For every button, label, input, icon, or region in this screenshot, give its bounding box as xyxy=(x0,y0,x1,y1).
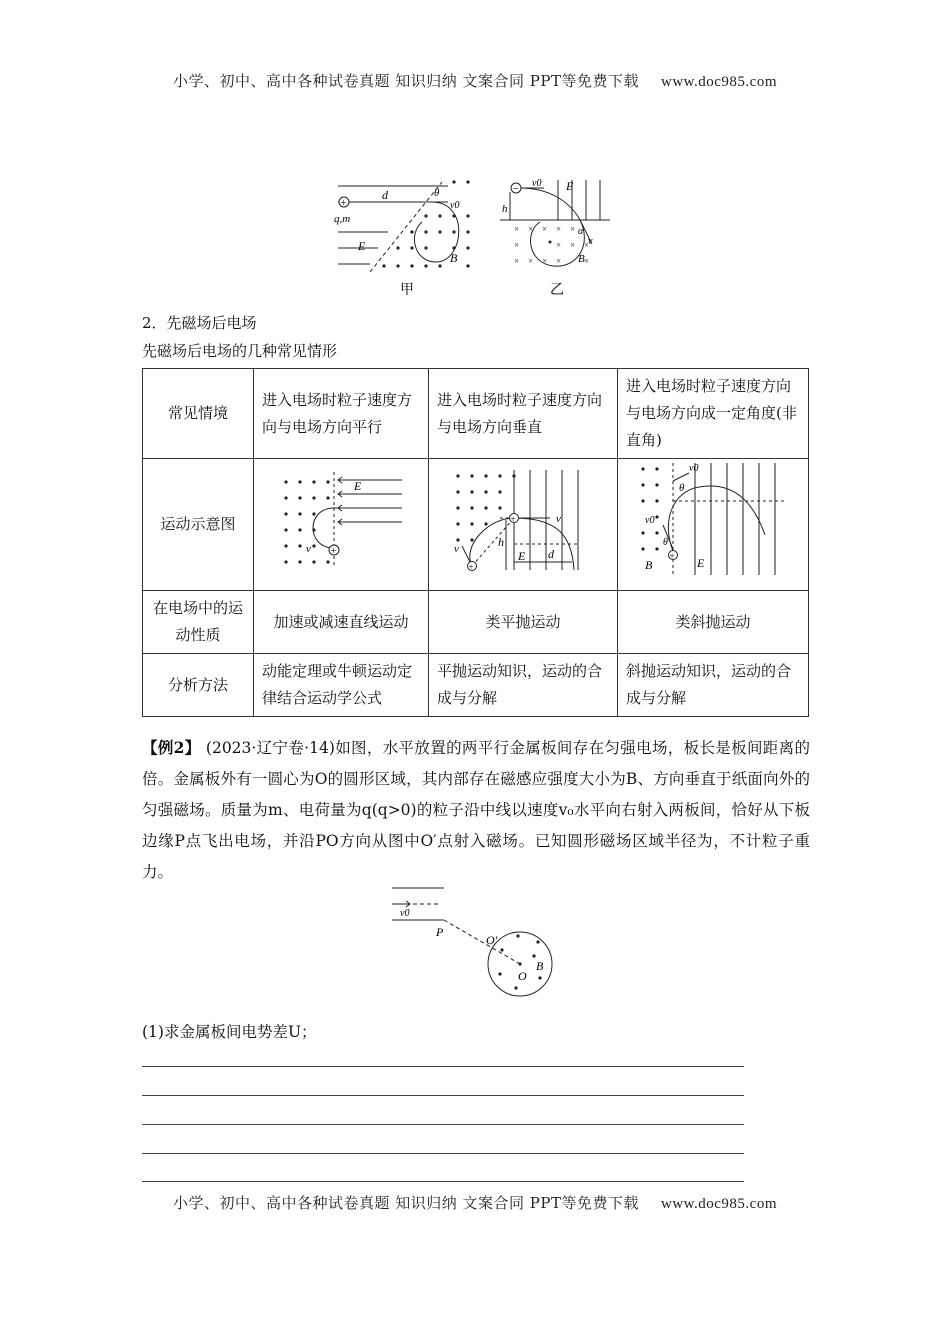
table-row xyxy=(143,654,809,717)
motion-cell: 类斜抛运动 xyxy=(618,591,809,654)
d1-E-label: E xyxy=(354,479,362,493)
example-figure xyxy=(388,884,568,1008)
table-row xyxy=(143,591,809,654)
case-cell: 进入电场时粒子速度方向与电场方向成一定角度(非直角) xyxy=(618,369,809,459)
comparison-table xyxy=(142,368,809,717)
table-row xyxy=(143,369,809,459)
diagram-oblique xyxy=(633,461,793,579)
diagram-cell xyxy=(254,459,429,591)
example-source: (2023·辽宁卷·14) xyxy=(205,739,335,757)
row-header: 在电场中的运动性质 xyxy=(143,591,254,654)
yi-caption: 乙 xyxy=(550,283,564,298)
answer-line xyxy=(142,1095,744,1096)
figure-jia xyxy=(330,172,480,300)
footer-text: 小学、初中、高中各种试卷真题 知识归纳 文案合同 PPT等免费下载 xyxy=(172,1194,639,1212)
d2-d-label: d xyxy=(548,547,554,561)
svg-text:+: + xyxy=(669,551,675,561)
row-header: 运动示意图 xyxy=(143,459,254,591)
svg-text:×: × xyxy=(514,256,520,266)
example-problem xyxy=(142,732,810,888)
jia-B-label: B xyxy=(450,251,458,265)
yi-E-label: E xyxy=(566,179,574,193)
jia-d-label: d xyxy=(382,188,388,202)
motion-cell: 类平抛运动 xyxy=(429,591,618,654)
svg-text:×: × xyxy=(584,256,590,266)
ex-P-label: P xyxy=(436,925,444,939)
yi-h-label: h xyxy=(502,203,508,215)
d1-v-label: v xyxy=(306,543,311,555)
answer-line xyxy=(142,1153,744,1154)
page-header xyxy=(0,70,950,91)
d3-v0b-label: v0 xyxy=(645,515,655,526)
d3-E-label: E xyxy=(697,556,705,570)
table-row xyxy=(143,459,809,591)
svg-text:×: × xyxy=(528,256,534,266)
svg-text:×: × xyxy=(584,240,590,250)
jia-qm-label: q,m xyxy=(334,213,351,225)
question-1: (1)求金属板间电势差U； xyxy=(142,1023,317,1041)
row-header: 常见情境 xyxy=(143,369,254,459)
yi-B-label: B xyxy=(578,253,585,265)
motion-cell: 加速或减速直线运动 xyxy=(254,591,429,654)
header-text: 小学、初中、高中各种试卷真题 知识归纳 文案合同 PPT等免费下载 xyxy=(172,72,639,90)
svg-text:+: + xyxy=(468,562,474,572)
svg-text:×: × xyxy=(556,224,562,234)
figure-yi xyxy=(500,172,620,300)
example-text: 如图，水平放置的两平行金属板间存在匀强电场，板长是板间距离的倍。金属板外有一圆心为O的圆形区域，其内部存在磁感应强度大小为B、方向垂直于纸面向外的匀强磁场。质量为m、电荷量为q(q>0)的粒子沿中线以速度v₀水平向右射入两板间，恰好从下板边缘P点飞出电场，并沿PO方向从图中O′点射入磁场。已知圆形磁场区域半径为，不计粒子重力。 xyxy=(142,739,810,881)
svg-text:×: × xyxy=(514,224,520,234)
svg-text:−: − xyxy=(512,183,519,195)
diagram-cell xyxy=(429,459,618,591)
svg-text:×: × xyxy=(542,256,548,266)
ex-v0-label: v0 xyxy=(400,908,410,919)
d3-v0-label: v0 xyxy=(689,463,699,474)
jia-theta-label: θ xyxy=(434,187,440,199)
svg-text:×: × xyxy=(542,224,548,234)
answer-line xyxy=(142,1181,744,1182)
svg-text:×: × xyxy=(556,240,562,250)
diagram-perpendicular xyxy=(448,466,598,574)
yi-v-label: v xyxy=(588,236,593,247)
ex-B-label: B xyxy=(536,959,544,973)
jia-E-label: E xyxy=(358,239,366,253)
d2-v-label: v xyxy=(556,513,561,525)
example-tag: 【例2】 xyxy=(142,738,201,757)
d2-h-label: h xyxy=(498,535,504,549)
method-cell: 斜抛运动知识，运动的合成与分解 xyxy=(618,654,809,717)
section-subtitle: 先磁场后电场的几种常见情形 xyxy=(142,342,338,360)
case-cell: 进入电场时粒子速度方向与电场方向平行 xyxy=(254,369,429,459)
diagram-cell xyxy=(618,459,809,591)
svg-text:×: × xyxy=(514,240,520,250)
diagram-parallel xyxy=(276,470,406,570)
footer-url: www.doc985.com xyxy=(660,1196,777,1212)
jia-v0-label: v0 xyxy=(450,200,460,211)
svg-text:×: × xyxy=(570,240,576,250)
ex-O1-label: O′ xyxy=(486,933,498,947)
svg-text:+: + xyxy=(510,514,516,524)
d3-theta-label: θ xyxy=(679,482,685,494)
jia-caption: 甲 xyxy=(400,283,414,298)
svg-text:×: × xyxy=(556,256,562,266)
section-title: 2．先磁场后电场 xyxy=(142,314,257,332)
svg-text:×: × xyxy=(570,224,576,234)
row-header: 分析方法 xyxy=(143,654,254,717)
header-url: www.doc985.com xyxy=(660,74,777,90)
d3-B-label: B xyxy=(645,558,653,572)
svg-text:+: + xyxy=(340,198,347,209)
ex-O-label: O xyxy=(518,969,527,983)
d2-v2-label: v xyxy=(454,543,459,555)
method-cell: 平抛运动知识，运动的合成与分解 xyxy=(429,654,618,717)
page-footer xyxy=(0,1192,950,1213)
method-cell: 动能定理或牛顿运动定律结合运动学公式 xyxy=(254,654,429,717)
d2-E-label: E xyxy=(518,549,526,563)
yi-v0-label: v0 xyxy=(532,178,542,189)
svg-text:+: + xyxy=(330,546,337,557)
answer-line xyxy=(142,1124,744,1125)
answer-line xyxy=(142,1066,744,1067)
case-cell: 进入电场时粒子速度方向与电场方向垂直 xyxy=(429,369,618,459)
d3-theta2-label: θ xyxy=(663,537,668,548)
svg-text:×: × xyxy=(528,224,534,234)
yi-alpha-label: α xyxy=(578,226,584,237)
